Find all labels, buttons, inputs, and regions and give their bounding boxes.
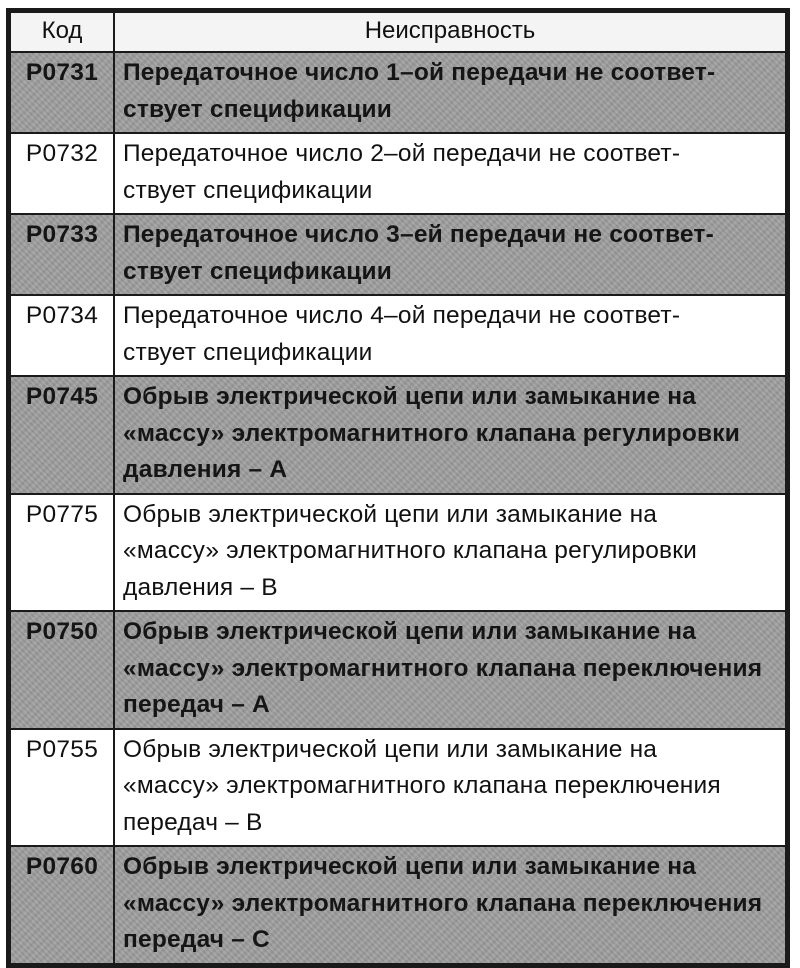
fault-description-line: Передаточное число 2–ой передачи не соответ- xyxy=(123,140,681,167)
fault-description-line: «массу» электромагнитного клапана переключения xyxy=(123,772,721,799)
table-header-row xyxy=(10,12,786,52)
fault-code-cell: P0732 xyxy=(10,133,114,214)
fault-description-line: Передаточное число 3–ей передачи не соответ- xyxy=(123,221,714,248)
table-body xyxy=(10,52,786,964)
fault-description-line: Обрыв электрической цепи или замыкание на xyxy=(123,618,697,645)
fault-description-line: передач – В xyxy=(123,808,263,836)
fault-description-line: передач – А xyxy=(123,691,270,718)
fault-description-line: передач – С xyxy=(123,926,270,953)
fault-description-line: Обрыв электрической цепи или замыкание на xyxy=(123,853,697,880)
table-row xyxy=(10,133,786,214)
fault-description-cell xyxy=(114,494,786,612)
fault-description-line: «массу» электромагнитного клапана регулировки xyxy=(123,537,698,564)
fault-description-cell xyxy=(114,295,786,376)
table-row xyxy=(10,214,786,295)
table-row xyxy=(10,729,786,847)
fault-code-cell: P0775 xyxy=(10,494,114,612)
fault-code-cell: P0731 xyxy=(10,52,114,133)
fault-description-line: Обрыв электрической цепи или замыкание на xyxy=(123,735,658,763)
fault-description-line: Обрыв электрической цепи или замыкание на xyxy=(123,500,658,528)
fault-description-line: «массу» электромагнитного клапана переключения xyxy=(123,654,763,682)
fault-description-cell xyxy=(114,133,786,214)
header-fault: Неисправность xyxy=(114,12,786,52)
fault-code-cell: P0760 xyxy=(10,846,114,964)
fault-description-line: Передаточное число 1–ой передачи не соответ- xyxy=(123,59,716,86)
header-code: Код xyxy=(10,12,114,52)
fault-description-line: ствует спецификации xyxy=(123,95,393,123)
fault-description-line: ствует спецификации xyxy=(123,338,373,366)
fault-code-table xyxy=(6,8,790,968)
fault-description-cell xyxy=(114,611,786,729)
fault-description-line: «массу» электромагнитного клапана переключения xyxy=(123,889,763,917)
fault-description-cell xyxy=(114,214,786,295)
fault-description-line: давления – А xyxy=(123,456,288,483)
table-row xyxy=(10,611,786,729)
fault-description-cell xyxy=(114,52,786,133)
table-row xyxy=(10,846,786,964)
table-row xyxy=(10,295,786,376)
fault-description-line: «массу» электромагнитного клапана регулировки xyxy=(123,419,740,447)
fault-code-cell: P0755 xyxy=(10,729,114,847)
fault-description-line: Передаточное число 4–ой передачи не соответ- xyxy=(123,302,681,329)
fault-code-grid xyxy=(9,11,787,965)
fault-description-line: Обрыв электрической цепи или замыкание на xyxy=(123,383,697,410)
table-row xyxy=(10,376,786,494)
table-row xyxy=(10,494,786,612)
fault-code-cell: P0745 xyxy=(10,376,114,494)
fault-description-cell xyxy=(114,729,786,847)
fault-description-cell xyxy=(114,376,786,494)
fault-code-cell: P0734 xyxy=(10,295,114,376)
fault-code-cell: P0733 xyxy=(10,214,114,295)
fault-code-cell: P0750 xyxy=(10,611,114,729)
fault-description-line: ствует спецификации xyxy=(123,176,373,204)
fault-description-cell xyxy=(114,846,786,964)
fault-description-line: ствует спецификации xyxy=(123,257,393,285)
table-row xyxy=(10,52,786,133)
fault-description-line: давления – В xyxy=(123,573,278,601)
